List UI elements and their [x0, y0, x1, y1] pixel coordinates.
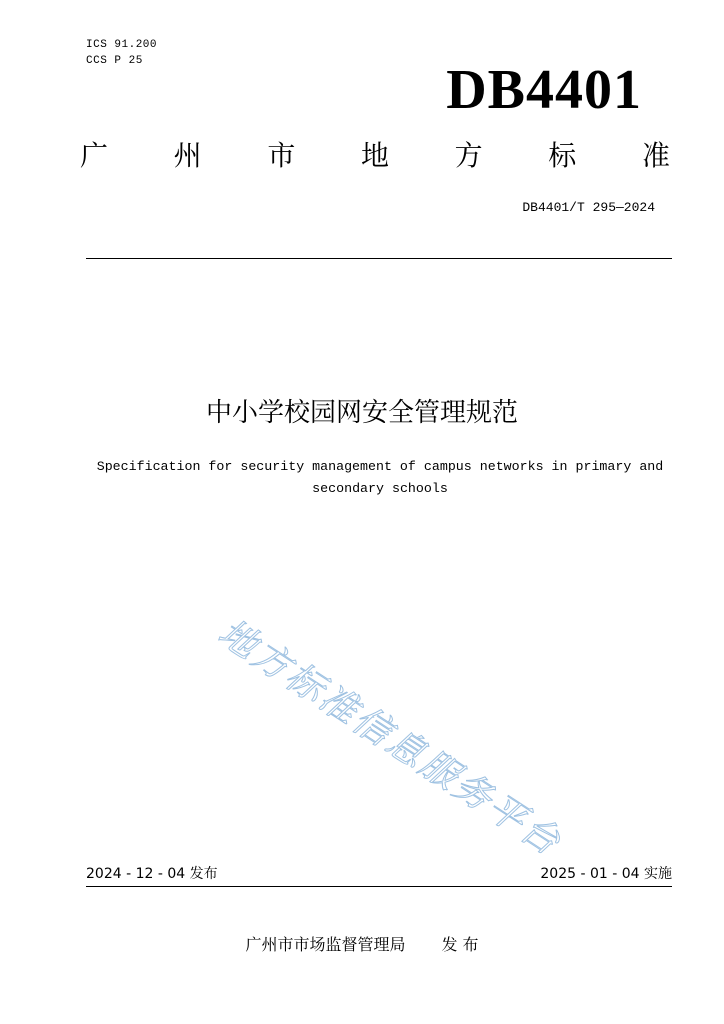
standard-type-char: 州 — [173, 139, 202, 172]
standard-type-char: 市 — [267, 139, 296, 172]
standard-type-char: 地 — [360, 139, 389, 172]
standard-type — [80, 138, 670, 174]
standard-type-char: 广 — [80, 139, 109, 172]
standard-type-char: 方 — [454, 139, 483, 172]
header-divider — [86, 258, 672, 259]
watermark: 地方标准信息服务平台 — [210, 610, 570, 865]
classification-codes — [86, 37, 157, 69]
title-english: Specification for security management of campus networks in primary and secondary schools — [96, 459, 664, 496]
db-code: DB4401 — [446, 59, 642, 121]
issue-date: 2024 - 12 - 04 发布 — [86, 866, 218, 882]
standard-type-char: 标 — [548, 139, 577, 172]
standard-number: DB4401/T 295—2024 — [522, 200, 655, 215]
issuer-name: 广州市市场监督管理局 — [245, 935, 406, 954]
ccs-code: CCS P 25 — [86, 55, 143, 67]
title-chinese: 中小学校园网安全管理规范 — [205, 398, 518, 428]
footer-divider — [86, 886, 672, 887]
issuer-action: 发 布 — [441, 935, 479, 954]
issuer-line — [0, 934, 724, 956]
implementation-date: 2025 - 01 - 04 实施 — [540, 866, 672, 882]
ics-code: ICS 91.200 — [86, 39, 158, 51]
standard-type-char: 准 — [641, 139, 670, 172]
